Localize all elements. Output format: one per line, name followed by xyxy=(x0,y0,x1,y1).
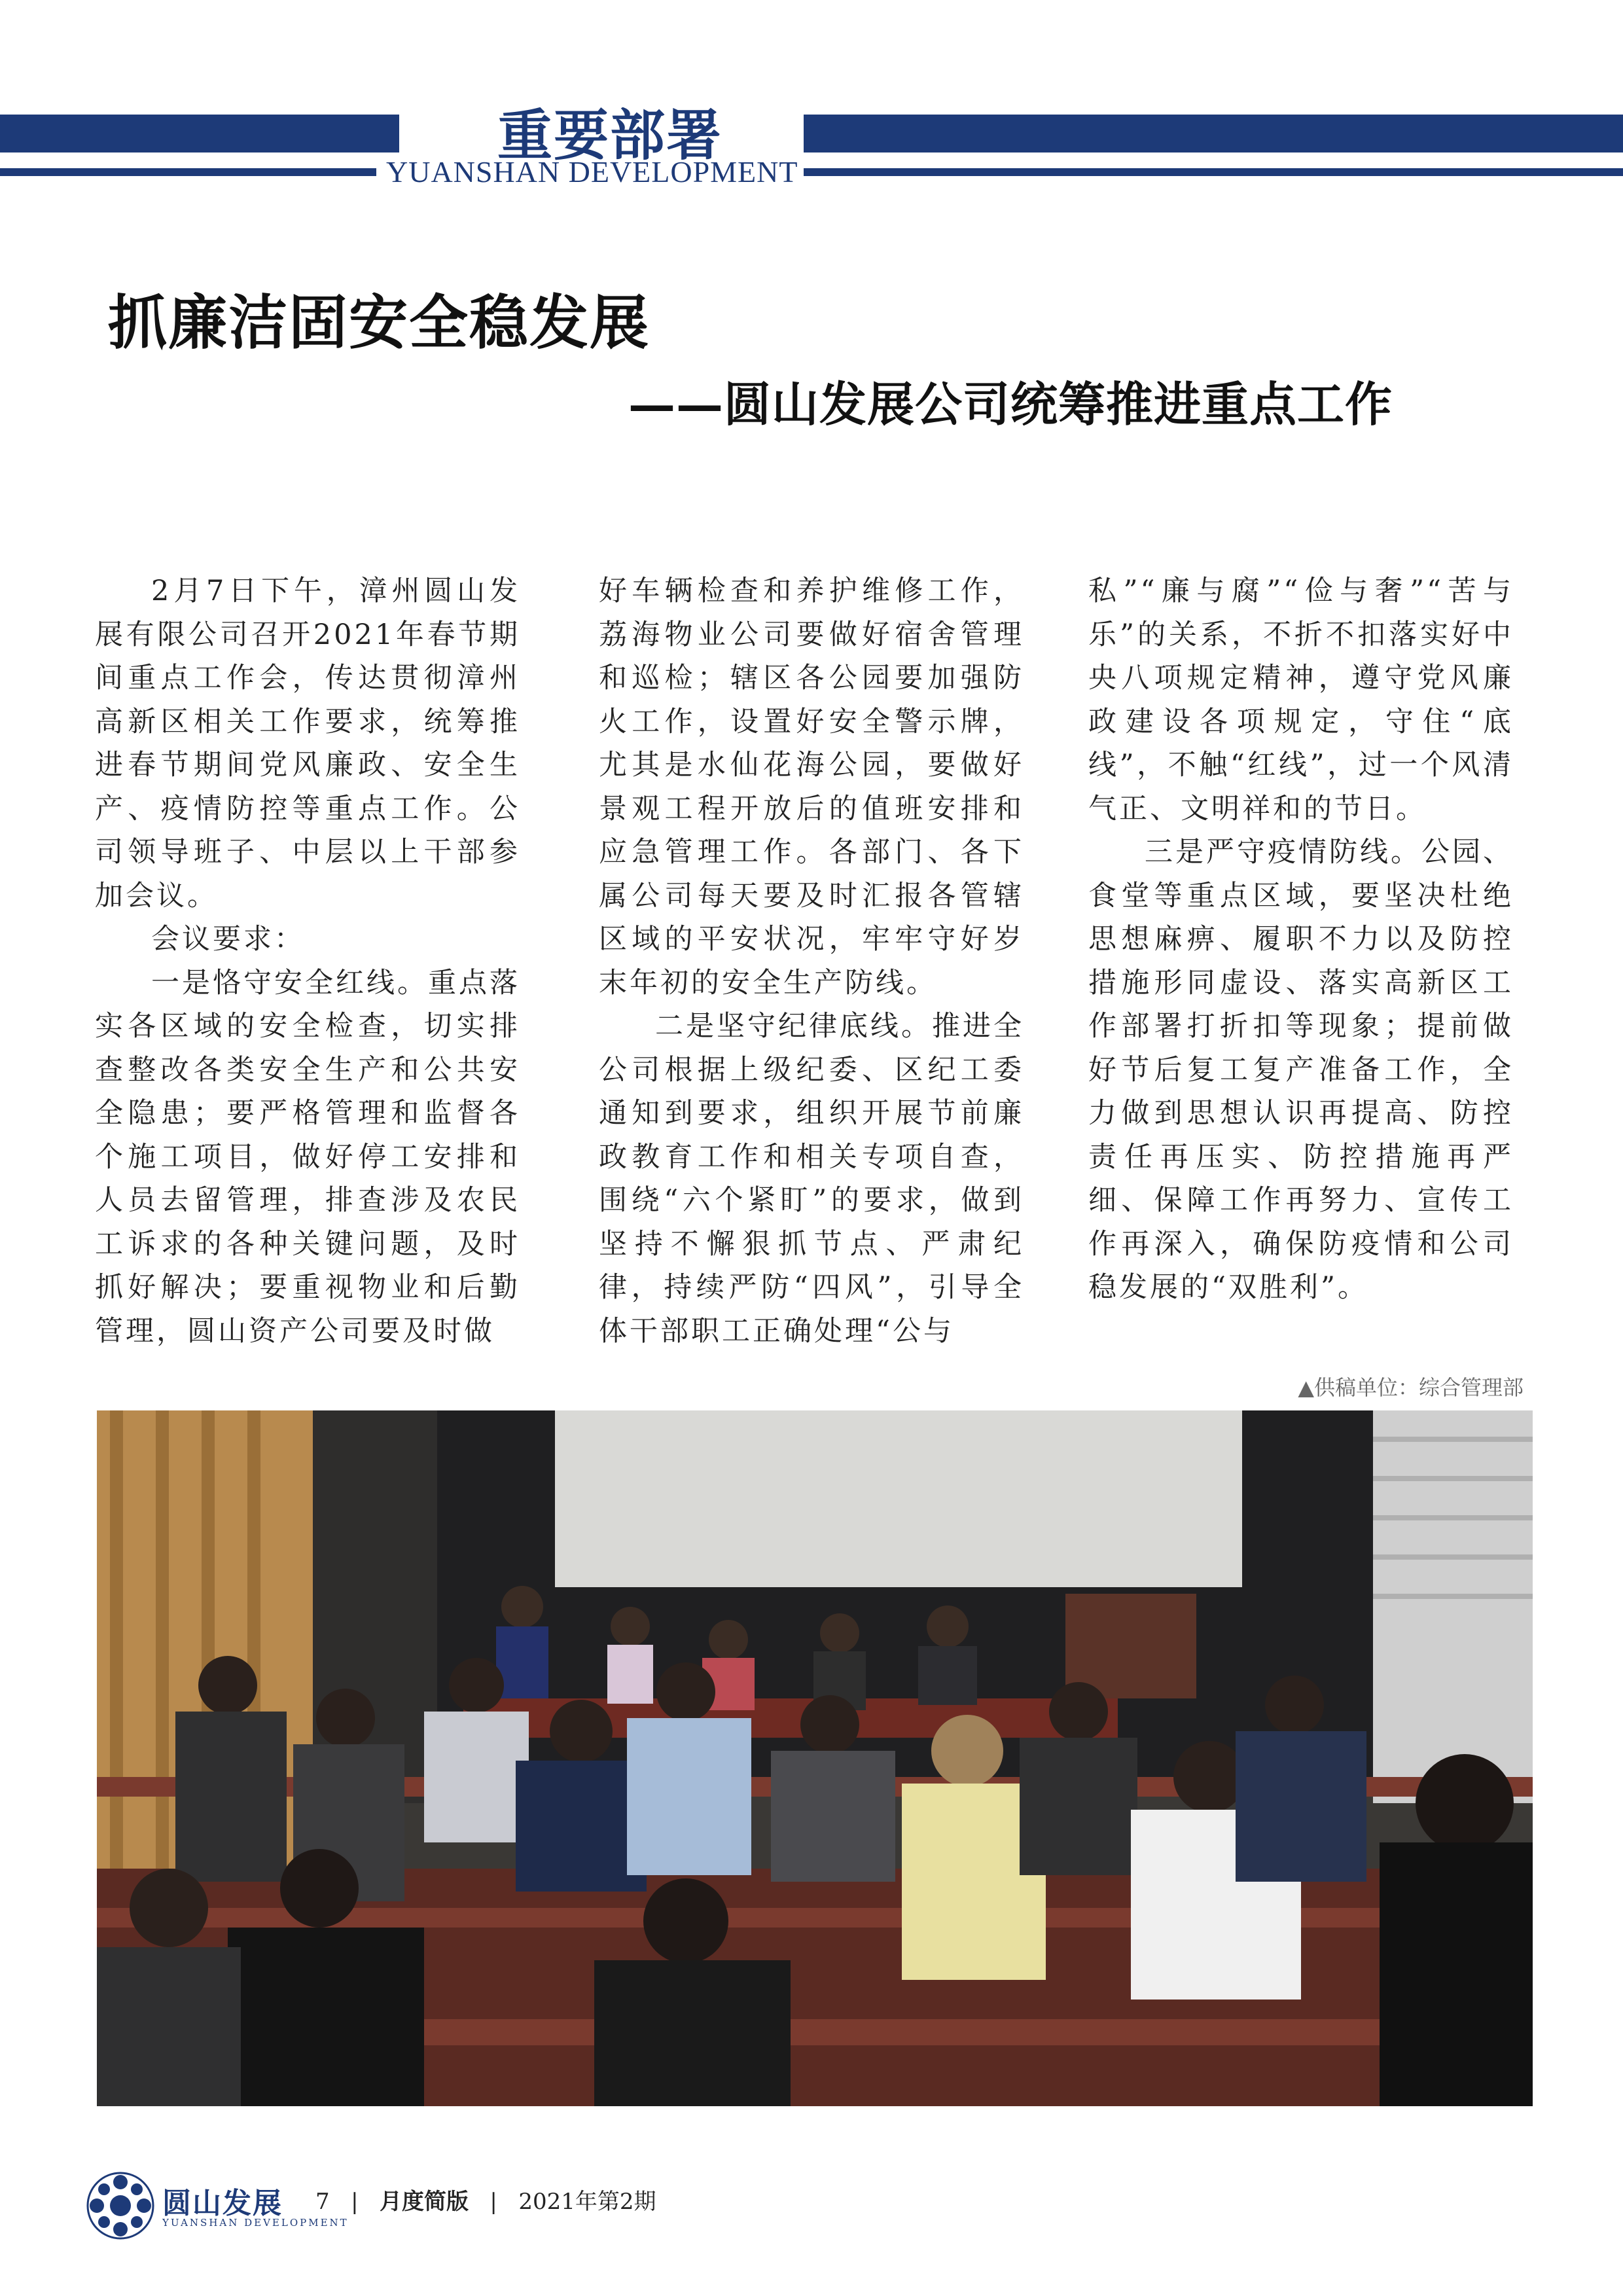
header-band-right xyxy=(804,115,1623,152)
paragraph-requirements: 会议要求： xyxy=(151,923,305,956)
article-subtitle: ——圆山发展公司统筹推进重点工作 xyxy=(628,376,1393,432)
paragraph-discipline-1: 二是坚守纪律底线。推进全公司根据上级纪委、区纪工委通知到要求，组织开展节前廉政教育工作和相关专项自查，围绕“六个紧盯”的要求，做到坚持不懈狠抓节点、严肃纪律，持续严防“四风”，引导全体干部职工正确处理“公与 xyxy=(599,1010,1024,1348)
footer-info xyxy=(315,2183,656,2215)
paragraph-intro: 2月7日下午，漳州圆山发展有限公司召开2021年春节期间重点工作会，传达贯彻漳州高新区相关工作要求，统筹推进春节期间党风廉政、安全生产、疫情防控等重点工作。公司领导班子、中层以上干部参加会议。 xyxy=(95,575,520,912)
article-column-1 xyxy=(95,569,520,1353)
header-band-left xyxy=(0,115,399,152)
footer-brand: 圆山发展 xyxy=(162,2187,283,2220)
article-credit: ▲供稿单位：综合管理部 xyxy=(1298,1375,1524,1400)
issue-label: 2021年第2期 xyxy=(518,2189,656,2215)
section-title: 重要部署 xyxy=(497,103,723,168)
page-number: 7 xyxy=(315,2189,330,2215)
paragraph-discipline-2: 私”“廉与腐”“俭与奢”“苦与乐”的关系，不折不扣落实好中央八项规定精神，遵守党风廉政建设各项规定，守住“底线”，不触“红线”，过一个风清气正、文明祥和的节日。 xyxy=(1088,575,1514,825)
paragraph-epidemic: 三是严守疫情防线。公园、食堂等重点区域，要坚决杜绝思想麻痹、履职不力以及防控措施形同虚设、落实高新区工作部署打折扣等现象；提前做好节后复工复产准备工作，全力做到思想认识再提高、防控责任再压实、防控措施再严细、保障工作再努力、宣传工作再深入，确保防疫情和公司稳发展的“双胜利”。 xyxy=(1088,836,1514,1304)
paragraph-safety-1: 一是恪守安全红线。重点落实各区域的安全检查，切实排查整改各类安全生产和公共安全隐患；要严格管理和监督各个施工项目，做好停工安排和人员去留管理，排查涉及农民工诉求的各种关键问题，及时抓好解决；要重视物业和后勤管理，圆山资产公司要及时做 xyxy=(95,966,520,1348)
edition-label: 月度简版 xyxy=(379,2189,469,2215)
article-title: 抓廉洁固安全稳发展 xyxy=(108,288,650,357)
footer-separator-2: | xyxy=(490,2189,497,2215)
paragraph-safety-2: 好车辆检查和养护维修工作，荔海物业公司要做好宿舍管理和巡检；辖区各公园要加强防火工作，设置好安全警示牌，尤其是水仙花海公园，要做好景观工程开放后的值班安排和应急管理工作。各部门、各下属公司每天要及时汇报各管辖区域的平安状况，牢牢守好岁末年初的安全生产防线。 xyxy=(599,575,1024,999)
article-column-2 xyxy=(599,569,1024,1353)
header-band-left-thin xyxy=(0,168,376,176)
meeting-photo xyxy=(97,1410,1533,2106)
header-band-right-thin xyxy=(804,168,1623,176)
section-subtitle: YUANSHAN DEVELOPMENT xyxy=(386,155,798,188)
article-column-3 xyxy=(1088,569,1514,1310)
footer-separator-1: | xyxy=(351,2189,359,2215)
footer-brand-en: YUANSHAN DEVELOPMENT xyxy=(162,2217,349,2229)
brand-logo-icon xyxy=(86,2172,154,2240)
